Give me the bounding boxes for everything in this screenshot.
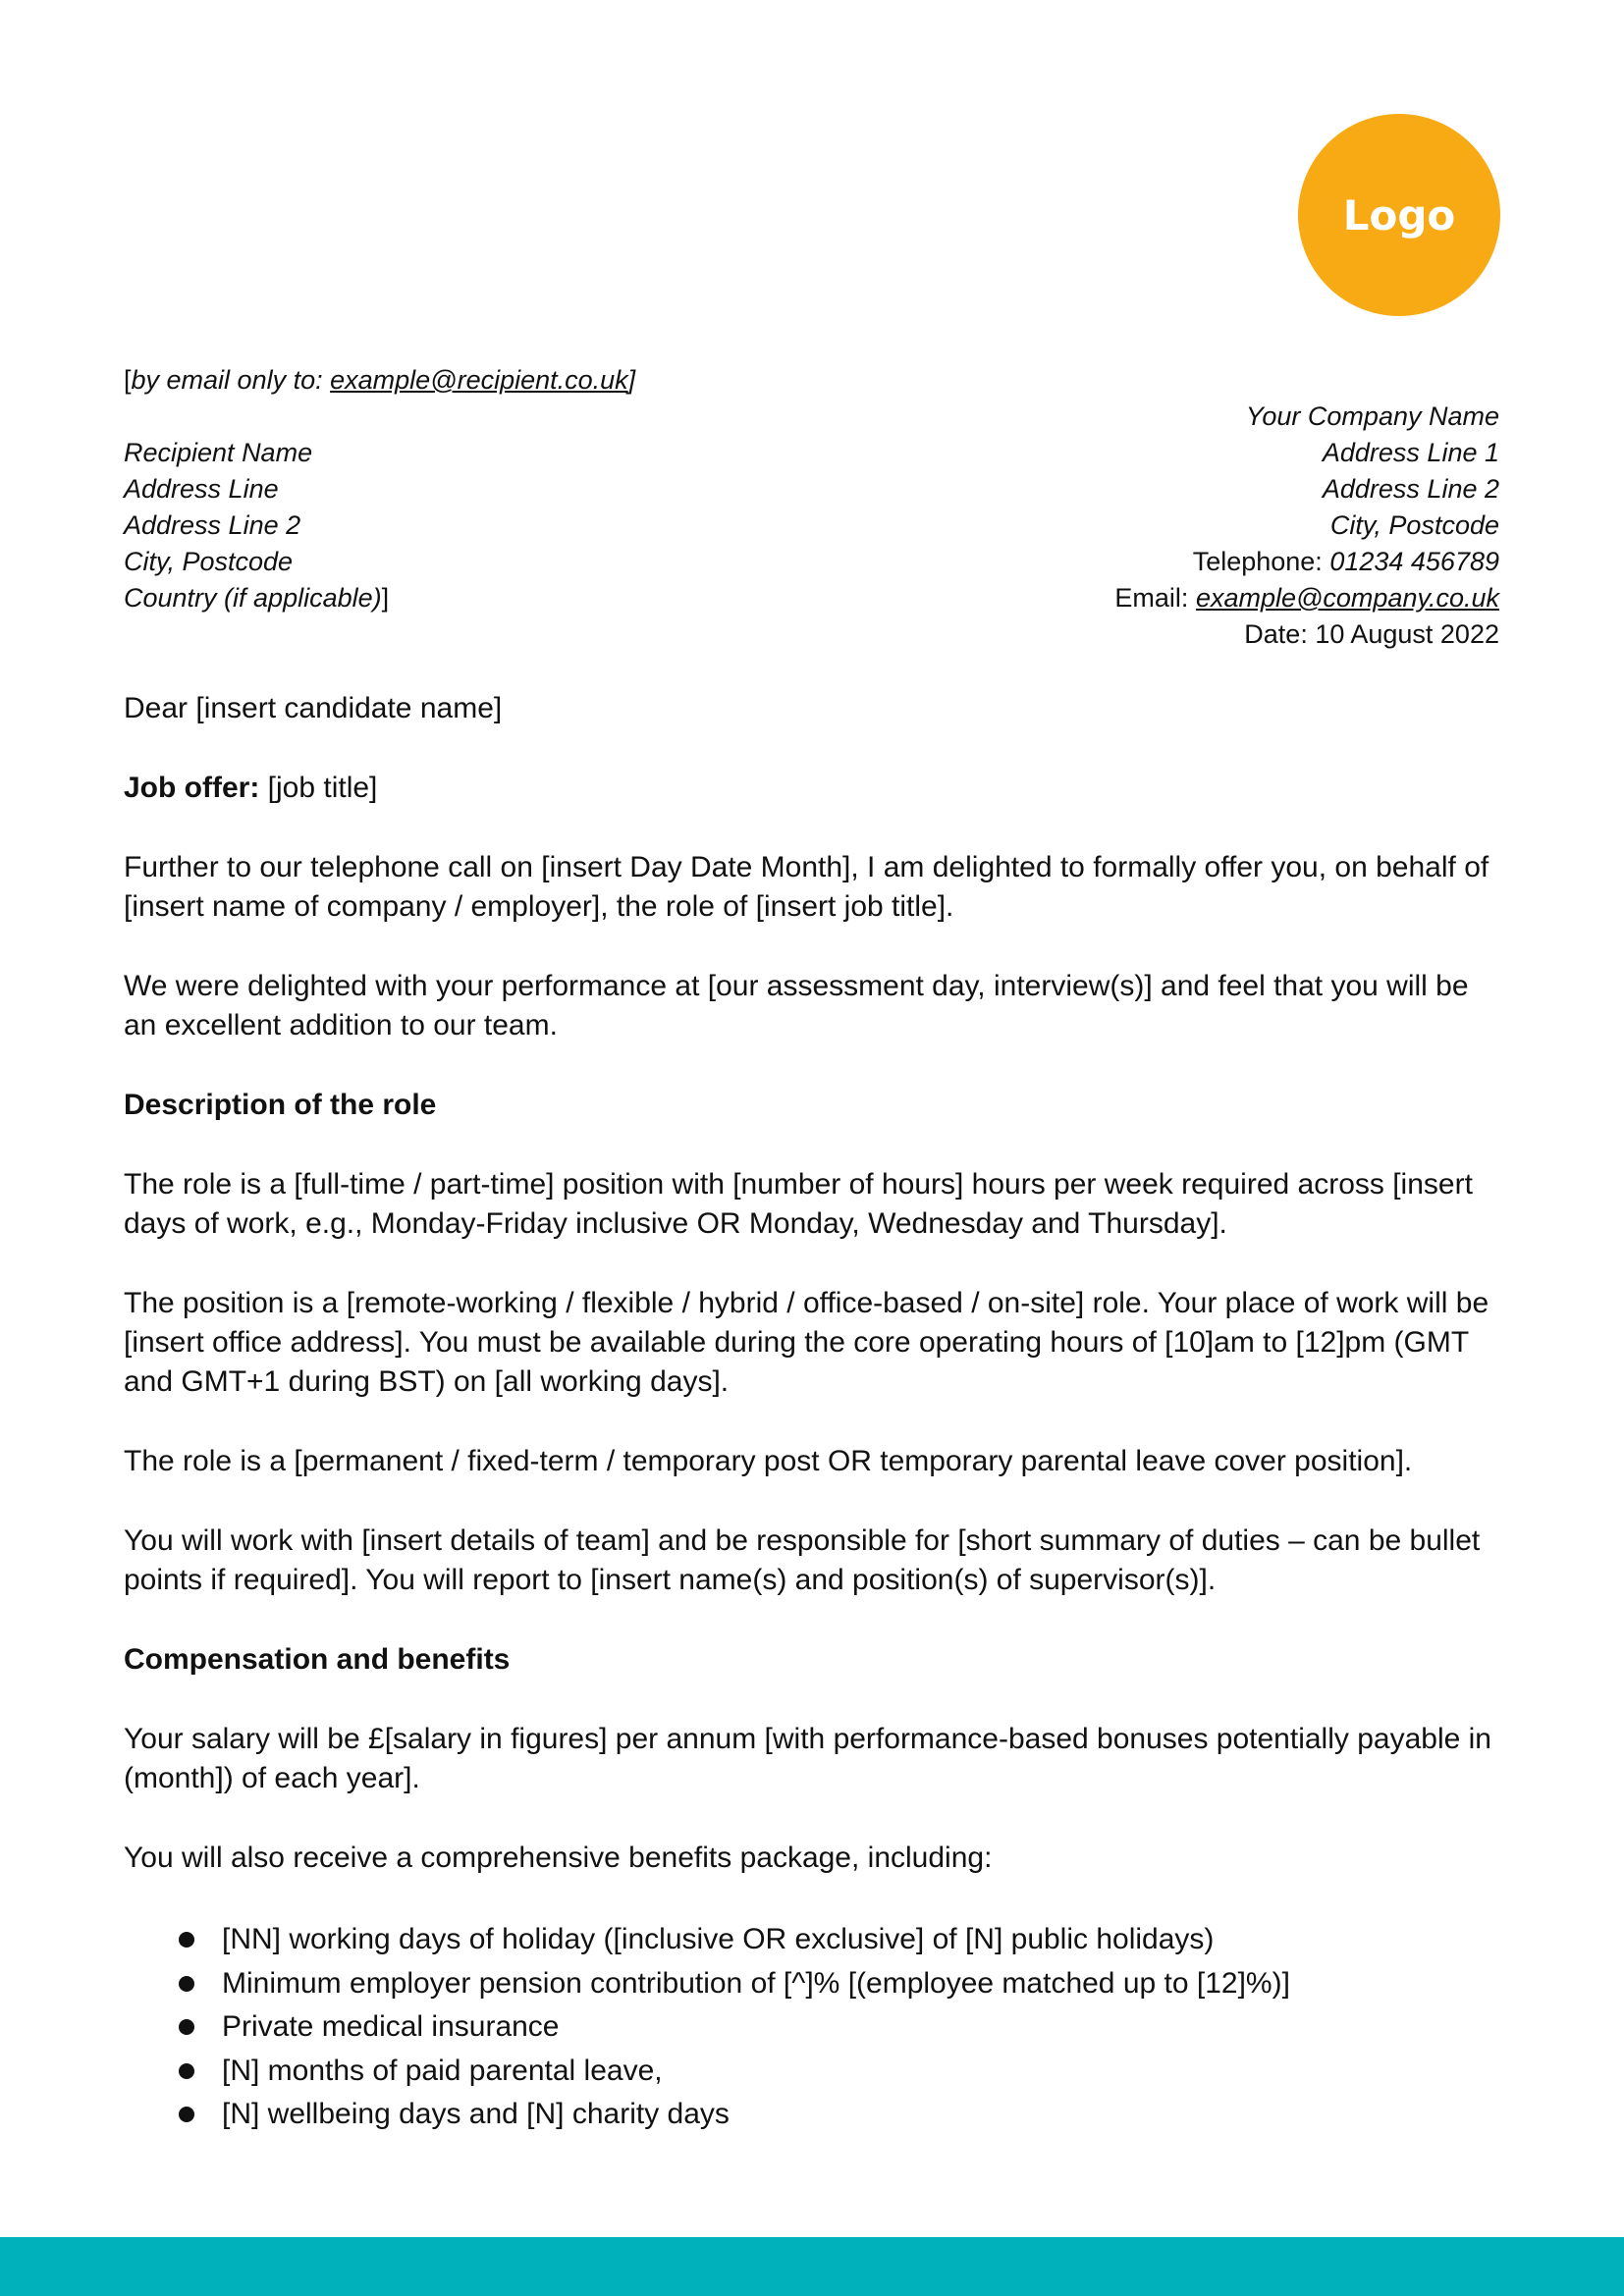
salutation: Dear [insert candidate name] bbox=[124, 692, 503, 724]
sender-city: City, Postcode bbox=[1329, 510, 1499, 540]
intro-paragraph-1: Further to our telephone call on [insert Day Date Month], I am delighted to formally offer you, on behalf of [insert name of company / employer], the role of [insert job title]. bbox=[124, 851, 1489, 923]
recipient-city: City, Postcode bbox=[124, 547, 294, 576]
sender-address-line-2: Address Line 2 bbox=[1322, 474, 1499, 504]
recipient-block bbox=[124, 362, 909, 616]
spacer bbox=[124, 399, 909, 435]
recipient-address-line-2: Address Line 2 bbox=[124, 510, 301, 540]
list-item: Minimum employer pension contribution of [^]% [(employee matched up to [12]%)] bbox=[222, 1962, 1500, 2006]
job-offer-value: [job title] bbox=[259, 772, 378, 804]
sender-email-row bbox=[812, 580, 1499, 616]
role-paragraph-1: The role is a [full-time / part-time] position with [number of hours] hours per week required across [insert days of work, e.g., Monday-Friday inclusive OR Monday, Wednesday and Thursday]. bbox=[124, 1168, 1473, 1240]
email-label: Email: bbox=[1114, 583, 1196, 613]
compensation-heading: Compensation and benefits bbox=[124, 1643, 511, 1676]
intro-paragraph-2: We were delighted with your performance at [our assessment day, interview(s)] and feel that you will be an excellent addition to our team. bbox=[124, 970, 1469, 1041]
footer-bar bbox=[0, 2237, 1624, 2296]
benefits-list bbox=[124, 1918, 1500, 2137]
logo-text: Logo bbox=[1342, 190, 1456, 240]
list-item: [N] months of paid parental leave, bbox=[222, 2050, 1500, 2094]
recipient-address-line-1: Address Line bbox=[124, 474, 279, 504]
recipient-country-row bbox=[124, 580, 909, 616]
delivery-label: by email only to: bbox=[131, 365, 331, 395]
sender-address-line-1: Address Line 1 bbox=[1322, 438, 1499, 467]
sender-company: Your Company Name bbox=[1245, 401, 1499, 431]
role-heading: Description of the role bbox=[124, 1089, 437, 1121]
role-paragraph-3: The role is a [permanent / fixed-term / temporary post OR temporary parental leave cover position]. bbox=[124, 1445, 1413, 1477]
recipient-email-link[interactable]: example@recipient.co.uk bbox=[330, 365, 628, 395]
list-item: Private medical insurance bbox=[222, 2005, 1500, 2050]
sender-email-link[interactable]: example@company.co.uk bbox=[1195, 583, 1499, 613]
recipient-country: Country (if applicable) bbox=[124, 583, 382, 613]
delivery-suffix: ] bbox=[627, 365, 636, 395]
compensation-paragraph-2: You will also receive a comprehensive benefits package, including: bbox=[124, 1842, 993, 1874]
job-offer-line bbox=[124, 769, 1500, 808]
letter-body bbox=[124, 689, 1500, 2137]
role-paragraph-2: The position is a [remote-working / flexible / hybrid / office-based / on-site] role. Your place of work will be [insert office address]. You must be available during the core operating hours of [10]am to [12]pm (GMT and GMT+1 during BST) on [all working days]. bbox=[124, 1287, 1489, 1398]
company-logo bbox=[1298, 114, 1500, 316]
role-paragraph-4: You will work with [insert details of team] and be responsible for [short summary of duties – can be bullet points if required]. You will report to [insert name(s) and position(s) of supervisor(s)]. bbox=[124, 1524, 1481, 1596]
compensation-paragraph-1: Your salary will be £[salary in figures] per annum [with performance-based bonuses potentially payable in (month]) of each year]. bbox=[124, 1723, 1491, 1794]
recipient-country-suffix: ] bbox=[381, 583, 390, 613]
delivery-prefix: [ bbox=[124, 365, 132, 395]
sender-telephone-row bbox=[812, 544, 1499, 580]
telephone-label: Telephone: bbox=[1192, 547, 1330, 576]
list-item: [NN] working days of holiday ([inclusive OR exclusive] of [N] public holidays) bbox=[222, 1918, 1500, 1962]
job-offer-label: Job offer: bbox=[124, 772, 260, 804]
sender-block bbox=[812, 399, 1499, 653]
telephone-number: 01234 456789 bbox=[1329, 547, 1499, 576]
delivery-note bbox=[124, 362, 909, 399]
letter-date: Date: 10 August 2022 bbox=[1244, 619, 1499, 649]
recipient-name: Recipient Name bbox=[124, 438, 313, 467]
list-item: [N] wellbeing days and [N] charity days bbox=[222, 2093, 1500, 2137]
